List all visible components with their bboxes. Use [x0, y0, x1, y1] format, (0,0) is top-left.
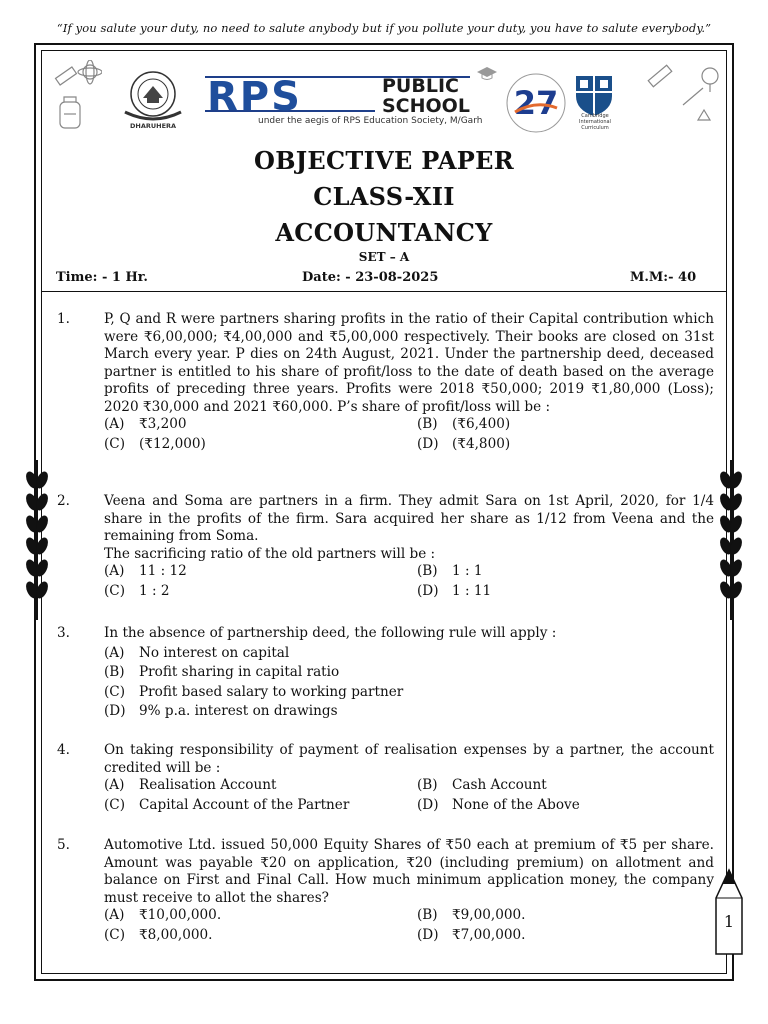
option-d: (D) ₹7,00,000. [417, 926, 526, 943]
question-number: 4. [57, 742, 70, 758]
motto-quote: “If you salute your duty, no need to salute anybody but if you pollute your duty, you have to salute everybody.” [56, 21, 712, 35]
option-d: (D) None of the Above [417, 796, 580, 813]
question-1 [57, 311, 714, 455]
option-b: (B) Profit sharing in capital ratio [104, 664, 340, 680]
emblem-label: DHARUHERA [130, 122, 177, 130]
question-subtext: The sacrificing ratio of the old partners will be : [104, 545, 436, 562]
option-c: (C) 1 : 2 [104, 582, 170, 599]
option-a: (A) ₹3,200 [104, 416, 187, 432]
school-emblem-logo [113, 68, 193, 130]
option-b: (B) (₹6,400) [417, 416, 511, 432]
stationery-doodle-left-icon [52, 60, 102, 140]
option-d: (D) 9% p.a. interest on drawings [104, 703, 338, 719]
option-c: (C) ₹8,00,000. [104, 926, 213, 943]
option-c: (C) Capital Account of the Partner [104, 796, 350, 813]
badge-years-number: 27 [513, 84, 559, 122]
logo-public-text: PUBLIC [382, 75, 459, 97]
logo-tagline: under the aegis of RPS Education Society, M/Garh [258, 116, 483, 126]
question-number: 2. [57, 493, 70, 509]
title-subject: ACCOUNTANCY [275, 218, 493, 247]
time-label: Time: - 1 Hr. [56, 270, 148, 285]
question-4 [57, 742, 714, 816]
option-b: (B) ₹9,00,000. [417, 907, 526, 923]
option-d: (D) (₹4,800) [417, 435, 511, 452]
question-text: P, Q and R were partners sharing profits in the ratio of their Capital contribution which were ₹6,00,000; ₹4,00,000 and ₹5,00,000 respectively. Their books are closed on 31st March every year. P dies on 24th August, 2021. Under the partnership deed, deceased partner is entitled to his share of profit/loss to the date of death based on the average profits of preceding three years. Profits were 2018 ₹50,000; 2019 ₹1,80,000 (Loss); 2020 ₹30,000 and 2021 ₹60,000. P’s share of profit/loss will be : [104, 311, 714, 415]
question-text: Veena and Soma are partners in a firm. They admit Sara on 1st April, 2020, for 1/4 share in the profits of the firm. Sara acquired her share as 1/12 from Veena and the remaining from Soma. [104, 493, 714, 544]
question-number: 3. [57, 625, 70, 641]
options [104, 416, 714, 455]
question-3 [57, 625, 714, 723]
title-objective-paper: OBJECTIVE PAPER [253, 146, 514, 175]
options [104, 777, 714, 816]
options [104, 645, 714, 723]
options [104, 563, 714, 602]
wheat-ornament-right-icon [719, 460, 743, 620]
option-a: (A) No interest on capital [104, 644, 290, 661]
question-text: On taking responsibility of payment of realisation expenses by a partner, the account credited will be : [104, 742, 714, 776]
max-marks-label: M.M:- 40 [630, 270, 697, 285]
option-b: (B) 1 : 1 [417, 563, 483, 579]
logo-school-text: SCHOOL [382, 95, 470, 117]
logo-rps-text: RPS [207, 74, 302, 120]
cambridge-label: Cambridge International Curriculum [579, 113, 611, 131]
graduation-cap-icon [475, 64, 499, 84]
question-2 [57, 493, 714, 602]
set-label: SET – A [358, 250, 410, 264]
page-number: 1 [723, 912, 735, 931]
question-number: 1. [57, 311, 70, 327]
question-5 [57, 837, 714, 946]
option-b: (B) Cash Account [417, 777, 547, 793]
option-a: (A) 11 : 12 [104, 563, 187, 579]
option-c: (C) (₹12,000) [104, 435, 206, 452]
header-divider [41, 291, 727, 292]
stationery-doodle-right-icon [628, 60, 723, 140]
question-number: 5. [57, 837, 70, 853]
option-c: (C) Profit based salary to working partner [104, 683, 404, 700]
27-years-badge-logo [505, 72, 567, 134]
option-a: (A) ₹10,00,000. [104, 907, 222, 923]
wheat-ornament-left-icon [25, 460, 49, 620]
title-class: CLASS-XII [313, 182, 455, 211]
option-d: (D) 1 : 11 [417, 582, 492, 599]
question-text: Automotive Ltd. issued 50,000 Equity Shares of ₹50 each at premium of ₹5 per share. Amount was payable ₹20 on application, ₹20 (including premium) on allotment and balance on First and Final Call. How much minimum application money, the company must receive to allot the shares? [104, 837, 714, 906]
question-text: In the absence of partnership deed, the following rule will apply : [104, 625, 557, 641]
option-a: (A) Realisation Account [104, 777, 277, 793]
date-label: Date: - 23-08-2025 [302, 270, 439, 285]
options [104, 907, 714, 946]
